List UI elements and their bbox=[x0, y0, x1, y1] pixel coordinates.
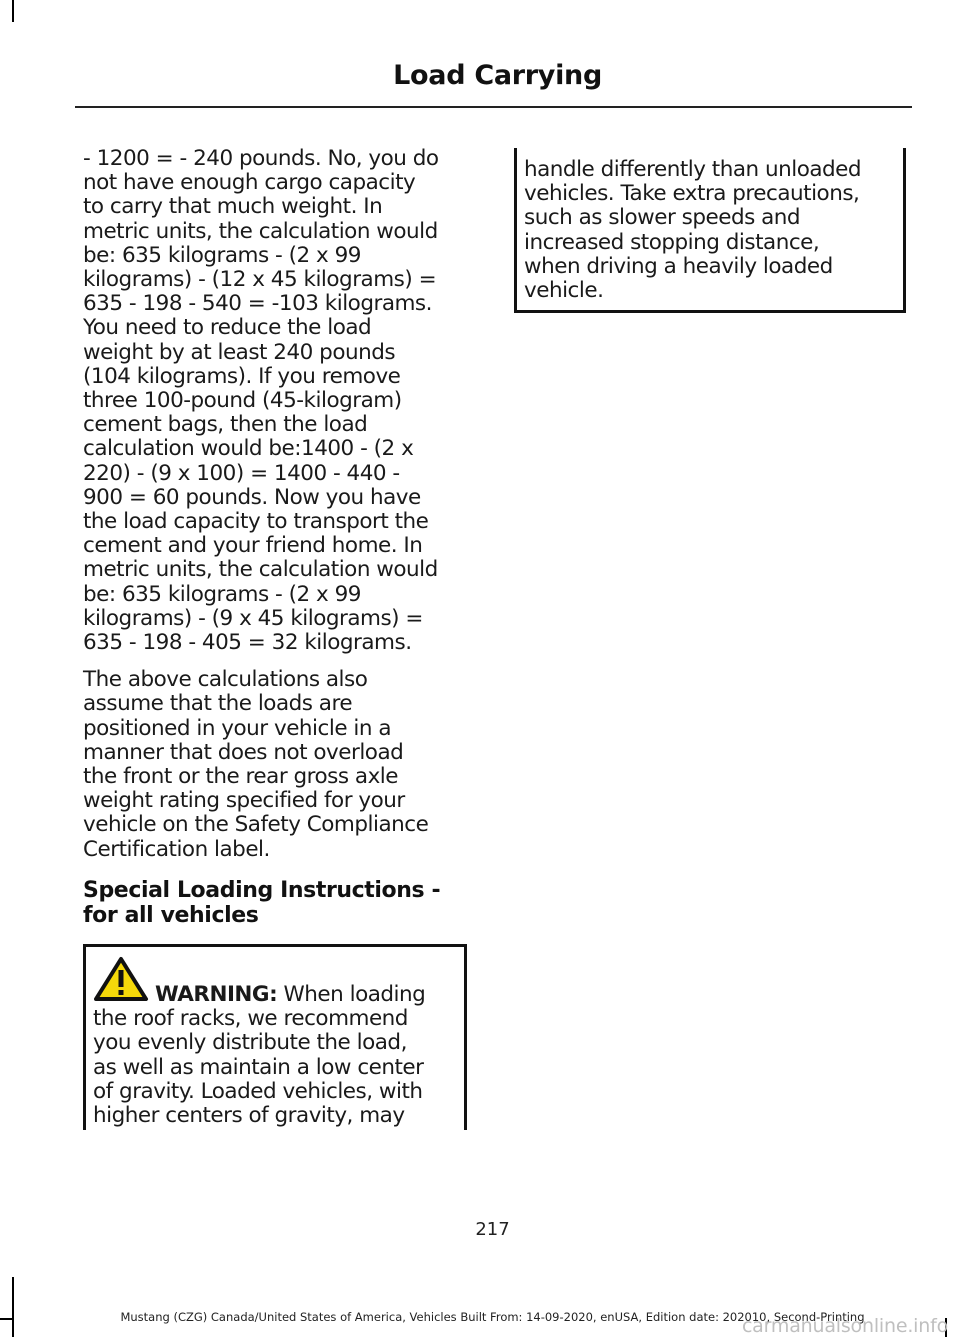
text-line: weight by at least 240 pounds bbox=[83, 339, 396, 365]
text-line: positioned in your vehicle in a bbox=[83, 715, 391, 741]
text-line: Certification label. bbox=[83, 836, 270, 862]
warning-label: WARNING: bbox=[155, 982, 278, 1007]
left-column bbox=[83, 147, 478, 928]
text-line: kilograms) - (9 x 45 kilograms) = bbox=[83, 605, 423, 631]
text-line: handle differently than unloaded bbox=[524, 157, 862, 182]
text-line: the roof racks, we recommend bbox=[93, 1006, 408, 1032]
text-line: (104 kilograms). If you remove bbox=[83, 363, 401, 389]
warning-first-line-rest: When loading bbox=[277, 982, 426, 1007]
text-line: 635 - 198 - 540 = -103 kilograms. bbox=[83, 291, 432, 317]
text-line: be: 635 kilograms - (2 x 99 bbox=[83, 581, 361, 607]
text-line: three 100-pound (45-kilogram) bbox=[83, 388, 402, 414]
axle-weight-paragraph bbox=[83, 668, 478, 862]
crop-mark-top-left bbox=[12, 0, 14, 22]
text-line: vehicles. Take extra precautions, bbox=[524, 181, 860, 207]
text-line: of gravity. Loaded vehicles, with bbox=[93, 1078, 423, 1104]
text-line: kilograms) - (12 x 45 kilograms) = bbox=[83, 267, 437, 293]
heading-line: Special Loading Instructions - bbox=[83, 877, 441, 903]
warning-continued-text bbox=[524, 158, 861, 303]
text-line: 635 - 198 - 405 = 32 kilograms. bbox=[83, 630, 412, 656]
footer-text: Mustang (CZG) Canada/United States of America, Vehicles Built From: 14-09-2020, enUSA, Edition date: 202010, Second-Printing bbox=[120, 1310, 865, 1324]
text-line: higher centers of gravity, may bbox=[93, 1103, 405, 1129]
text-line: to carry that much weight. In bbox=[83, 194, 383, 220]
text-line: assume that the loads are bbox=[83, 691, 353, 717]
crop-mark-bottom-left bbox=[12, 1277, 14, 1337]
text-line: the front or the rear gross axle bbox=[83, 764, 398, 790]
text-line: the load capacity to transport the bbox=[83, 509, 429, 535]
warning-first-line bbox=[93, 983, 425, 1007]
text-line: - 1200 = - 240 pounds. No, you do bbox=[83, 146, 439, 171]
text-line: 900 = 60 pounds. Now you have bbox=[83, 484, 421, 510]
text-line: vehicle on the Safety Compliance bbox=[83, 812, 429, 838]
text-line: metric units, the calculation would bbox=[83, 557, 438, 583]
text-line: cement and your friend home. In bbox=[83, 533, 423, 559]
heading-line: for all vehicles bbox=[83, 902, 259, 928]
warning-box-continued bbox=[514, 148, 906, 313]
text-line: calculation would be:1400 - (2 x bbox=[83, 436, 414, 462]
page-title: Load Carrying bbox=[393, 60, 602, 91]
text-line: when driving a heavily loaded bbox=[524, 253, 833, 279]
calculation-paragraph bbox=[83, 147, 478, 655]
text-line: You need to reduce the load bbox=[83, 315, 372, 341]
section-heading bbox=[83, 878, 478, 928]
text-line: be: 635 kilograms - (2 x 99 bbox=[83, 242, 361, 268]
text-line: The above calculations also bbox=[83, 667, 368, 693]
text-line: manner that does not overload bbox=[83, 739, 404, 765]
warning-box bbox=[83, 944, 467, 1130]
page-number: 217 bbox=[475, 1219, 510, 1240]
watermark: carmanualsonline.info bbox=[741, 1315, 948, 1337]
text-line: weight rating specified for your bbox=[83, 788, 405, 814]
text-line: as well as maintain a low center bbox=[93, 1054, 424, 1080]
text-line: you evenly distribute the load, bbox=[93, 1030, 407, 1056]
text-line: 220) - (9 x 100) = 1400 - 440 - bbox=[83, 460, 400, 486]
header-rule bbox=[75, 106, 912, 108]
text-line: metric units, the calculation would bbox=[83, 218, 438, 244]
text-line: increased stopping distance, bbox=[524, 229, 820, 255]
text-line: such as slower speeds and bbox=[524, 205, 801, 231]
warning-text bbox=[93, 983, 425, 1128]
text-line: cement bags, then the load bbox=[83, 412, 368, 438]
text-line: not have enough cargo capacity bbox=[83, 170, 416, 196]
text-line: vehicle. bbox=[524, 278, 604, 304]
